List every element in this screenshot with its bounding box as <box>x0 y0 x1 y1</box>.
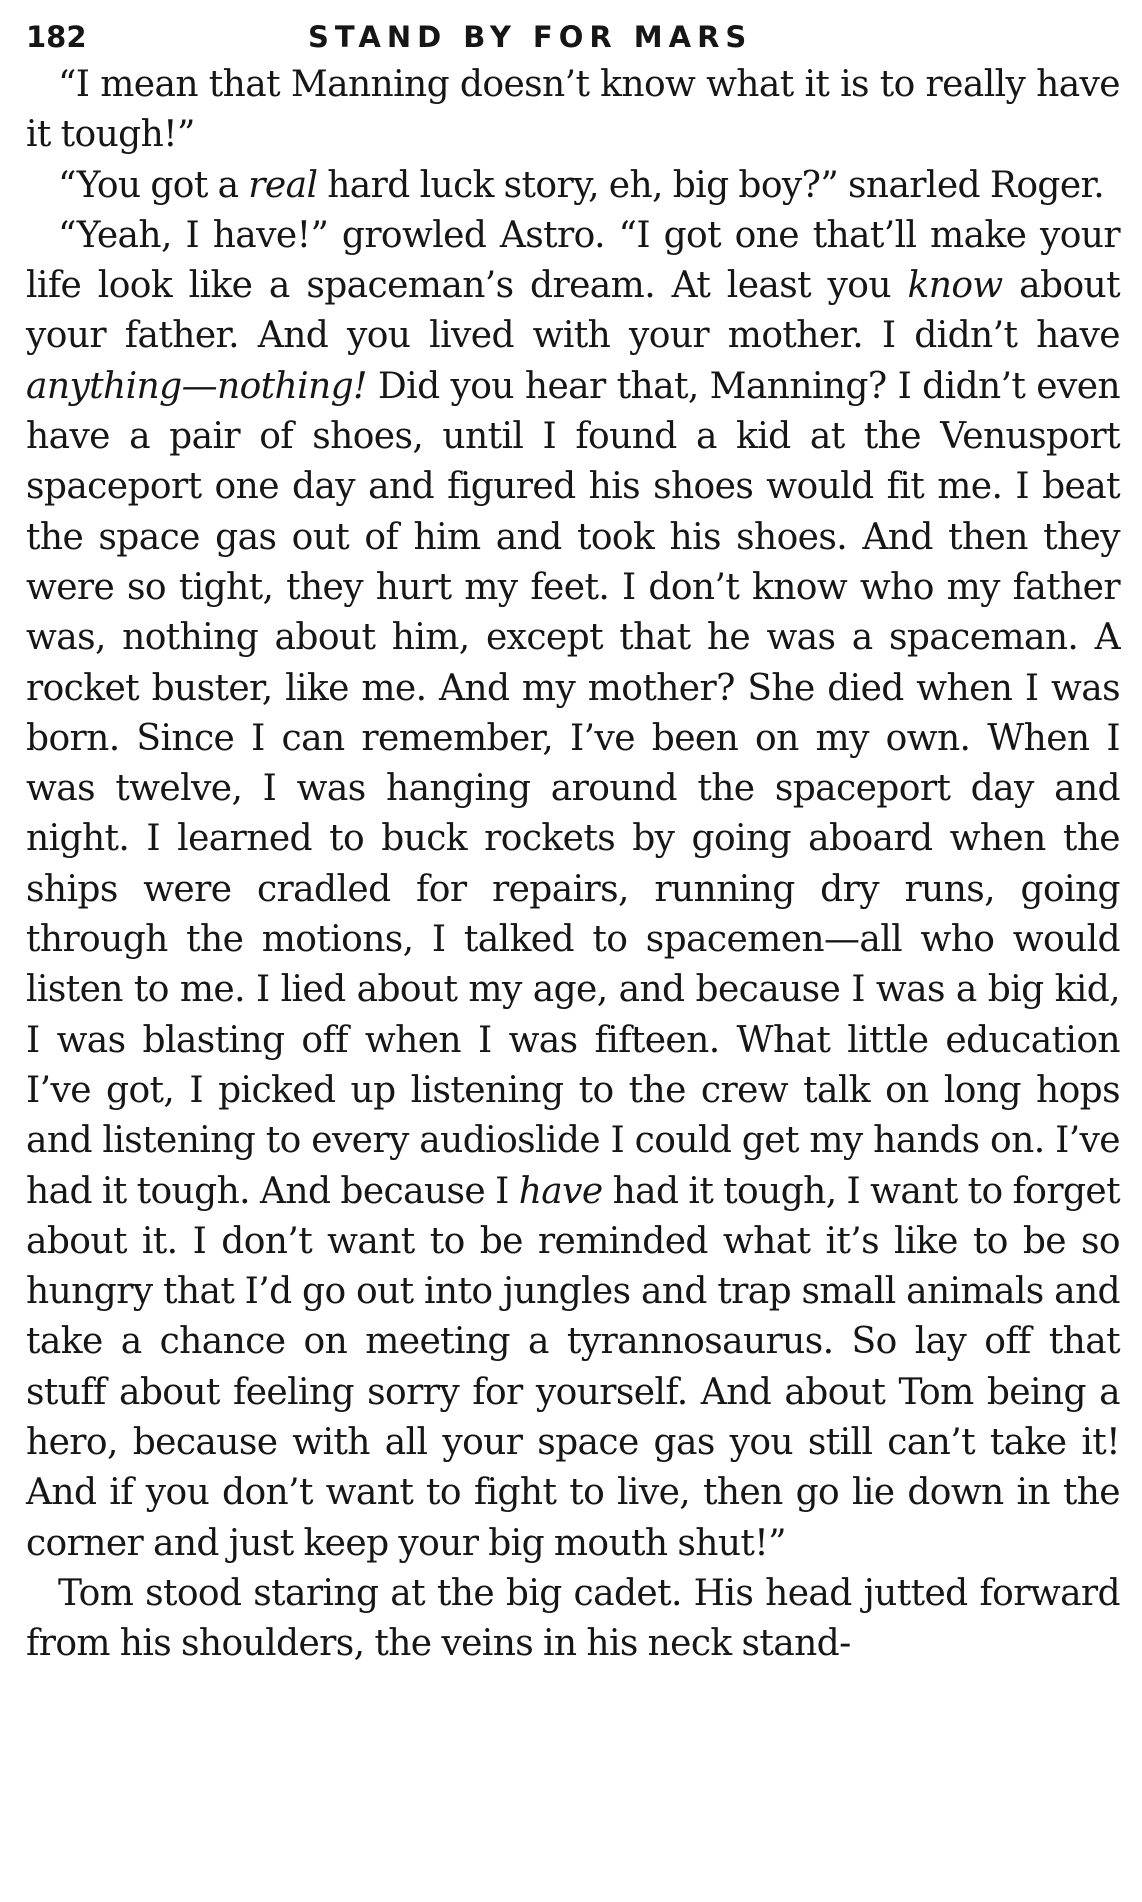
italic-text: have <box>518 1170 603 1212</box>
running-head <box>26 14 1120 60</box>
text-run: “You got a <box>58 164 249 206</box>
page-number: 182 <box>26 20 87 54</box>
text-run: about your father. And you lived with your mother. I didn’t have <box>26 265 1120 357</box>
text-run: hard luck story, eh, big boy?” snarled Roger. <box>317 164 1105 206</box>
text-run: Tom stood staring at the big cadet. His head jutted forward from his shoulders, the veins in his neck stand- <box>26 1572 1120 1665</box>
body-text <box>26 60 1120 1670</box>
running-title: STAND BY FOR MARS <box>308 20 753 54</box>
text-run: had it tough, I want to forget about it. I don’t want to be reminded what it’s like to be so hungry that I’d go out into jungles and trap small animals and take a chance on meeting a tyrannosaurus. So lay off that stuff about feeling sorry for yourself. And about Tom being a hero, because with all your space gas you still can’t take it! And if you don’t want to fight to live, then go lie down in the corner and just keep your big mouth shut!” <box>26 1170 1120 1564</box>
paragraph <box>26 211 1120 1569</box>
text-run: “Yeah, I have!” growled Astro. “I got one that’ll make your life look like a spaceman’s dream. At least you <box>26 214 1120 307</box>
italic-text: real <box>248 164 318 206</box>
paragraph <box>26 161 1120 211</box>
text-run: “I mean that Manning doesn’t know what it is to really have it tough!” <box>26 64 1120 156</box>
paragraph <box>26 60 1120 161</box>
italic-text: anything—nothing! <box>26 365 367 407</box>
italic-text: know <box>907 265 1003 307</box>
text-run: Did you hear that, Manning? I didn’t even have a pair of shoes, until I found a kid at the Venusport spaceport one day and figured his shoes would fit me. I beat the space gas out of him and took his shoes. And then they were so tight, they hurt my feet. I don’t know who my father was, nothing about him, except that he was a spaceman. A rocket buster, like me. And my mother? She died when I was born. Since I can remember, I’ve been on my own. When I was twelve, I was hanging around the spaceport day and night. I learned to buck rockets by going aboard when the ships were cradled for repairs, running dry runs, going through the motions, I talked to spacemen—all who would listen to me. I lied about my age, and because I was a big kid, I was blasting off when I was fifteen. What little education I’ve got, I picked up listening to the crew talk on long hops and listening to every audioslide I could get my hands on. I’ve had it tough. And because I <box>26 365 1120 1212</box>
paragraph <box>26 1569 1120 1670</box>
